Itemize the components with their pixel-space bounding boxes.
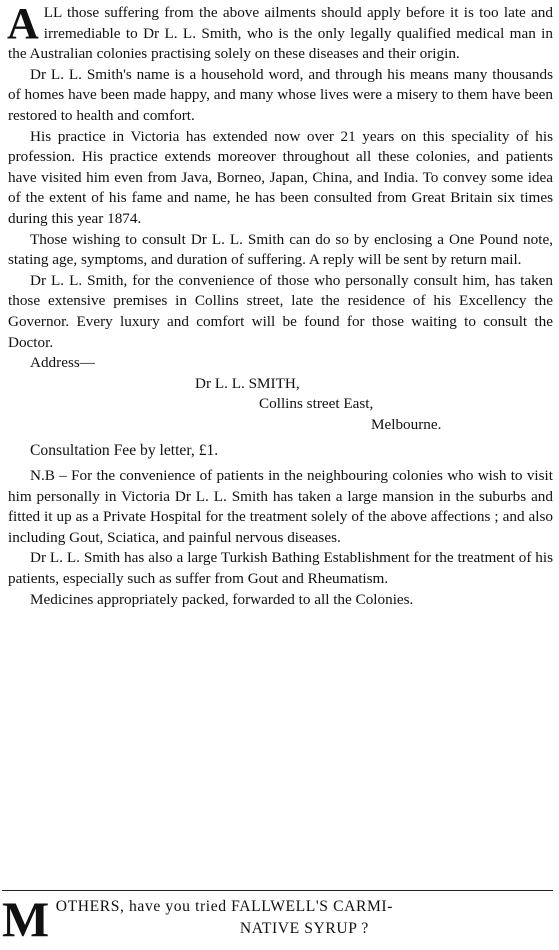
next-advert-line-1: OTHERS, have you tried FALLWELL'S CARMI- [55, 898, 393, 915]
paragraph-medicines: Medicines appropriately packed, forwarded to all the Colonies. [30, 590, 414, 608]
drop-cap-m: M [2, 891, 50, 947]
paragraph-private-hospital: N.B – For the convenience of patients in the neighbouring colonies who wish to visit him personally in Victoria Dr L. L. Smith has taken a large mansion in the suburbs and fitted it up as a Private Hospital for the treatment solely of the above affections ; and also including Gout, Sciatica, and painful nervous diseases. [8, 467, 553, 546]
advertisement-column [7, 0, 553, 610]
advert-divider [2, 890, 553, 891]
address-street: Collins street East, [259, 395, 374, 413]
intro-text: LL those suffering from the above ailments should apply before it is too late and irremediable to Dr L. L. Smith, who is the only legally qualified medical man in the Australian colonies practising solely on these diseases and their origin. [8, 4, 553, 63]
paragraph-turkish-bath: Dr L. L. Smith has also a large Turkish Bathing Establishment for the treatment of his patients, especially such as suffer from Gout and Rheumatism. [8, 549, 553, 588]
drop-cap-a: A [7, 0, 39, 48]
paragraph-premises: Dr L. L. Smith, for the convenience of those who personally consult him, has taken those extensive premises in Collins street, late the residence of his Excellency the Governor. Every luxury and comfort will be found for those waiting to consult the Doctor. [8, 271, 553, 351]
address-name: Dr L. L. SMITH, [195, 374, 300, 392]
address-city: Melbourne. [371, 415, 442, 433]
next-advertisement [2, 891, 553, 947]
consultation-fee: Consultation Fee by letter, £1. [30, 442, 219, 460]
next-advert-line-2: NATIVE SYRUP ? [239, 920, 369, 937]
paragraph-consult-by-mail: Those wishing to consult Dr L. L. Smith can do so by enclosing a One Pound note, stating age, symptoms, and duration of suffering. A reply will be sent by return mail. [8, 230, 553, 269]
paragraph-reputation: Dr L. L. Smith's name is a household word, and through his means many thousands of homes have been made happy, and many whose lives were a misery to them have been restored to health and comfort. [8, 65, 553, 124]
paragraph-intro [7, 0, 553, 65]
paragraph-practice: His practice in Victoria has extended now over 21 years on this speciality of his profession. His practice extends moreover throughout all these colonies, and patients have visited him even from Java, Borneo, Japan, China, and India. To convey some idea of the extent of his fame and name, he has been consulted from Great Britain six times during this year 1874. [8, 127, 553, 227]
address-label: Address— [30, 354, 95, 372]
